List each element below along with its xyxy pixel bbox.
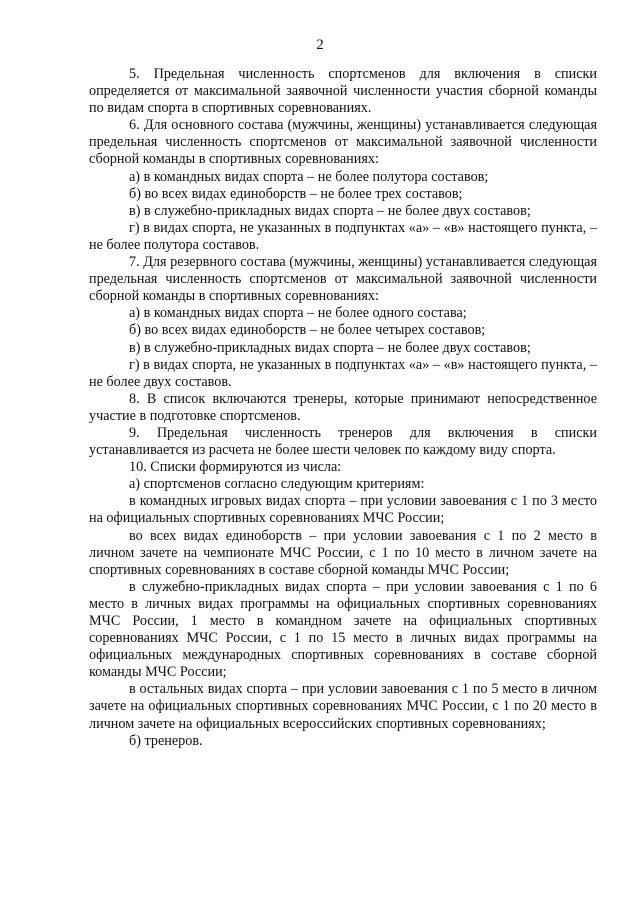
paragraph-6: 6. Для основного состава (мужчины, женщины) устанавливается следующая предельная численность спортсменов от максимальной заявочной численности сборной команды в спортивных соревнованиях: [89, 117, 597, 168]
paragraph-5: 5. Предельная численность спортсменов для включения в списки определяется от максимальной заявочной численности участия сборной команды по видам спорта в спортивных соревнованиях. [89, 66, 597, 117]
paragraph-7a: а) в командных видах спорта – не более одного состава; [129, 305, 467, 322]
document-body [89, 66, 597, 750]
paragraph-7g: г) в видах спорта, не указанных в подпунктах «а» – «в» настоящего пункта, – не более двух составов. [89, 356, 597, 390]
page-number: 2 [316, 37, 324, 53]
paragraph-10a-combat-sports: во всех видах единоборств – при условии завоевания с 1 по 2 место в личном зачете на чемпионате МЧС России, с 1 по 10 место в личном зачете на спортивных соревнованиях в составе сборной команды МЧС России; [89, 527, 597, 578]
paragraph-6g: г) в видах спорта, не указанных в подпунктах «а» – «в» настоящего пункта, – не более полутора составов. [89, 219, 597, 253]
paragraph-10: 10. Списки формируются из числа: [129, 459, 342, 476]
paragraph-6a: а) в командных видах спорта – не более полутора составов; [129, 168, 489, 185]
paragraph-10a-other-sports: в остальных видах спорта – при условии завоевания с 1 по 5 место в личном зачете на официальных спортивных соревнованиях МЧС России, с 1 по 20 место в личном зачете на официальных всероссийских спортивных соревнованиях; [89, 681, 597, 732]
paragraph-8: 8. В список включаются тренеры, которые принимают непосредственное участие в подготовке спортсменов. [89, 390, 597, 424]
paragraph-10a: а) спортсменов согласно следующим критериям: [129, 476, 425, 493]
paragraph-10a-applied-sports: в служебно-прикладных видах спорта – при условии завоевания с 1 по 6 место в личных видах программы на официальных спортивных соревнованиях МЧС России, 1 место в командном зачете на официальных спортивных соревнованиях МЧС России, с 1 по 15 место в личных видах программы на официальных международных спортивных соревнованиях в составе сборной команды МЧС России; [89, 578, 597, 681]
paragraph-9: 9. Предельная численность тренеров для включения в списки устанавливается из расчета не более шести человек по каждому виду спорта. [89, 424, 597, 459]
paragraph-10a-team-sports: в командных игровых видах спорта – при условии завоевания с 1 по 3 место на официальных спортивных соревнованиях МЧС России; [89, 493, 597, 527]
paragraph-7b: б) во всех видах единоборств – не более четырех составов; [129, 322, 486, 339]
paragraph-7: 7. Для резервного состава (мужчины, женщины) устанавливается следующая предельная численность спортсменов от максимальной заявочной численности сборной команды в спортивных соревнованиях: [89, 254, 597, 305]
paragraph-7v: в) в служебно-прикладных видах спорта – не более двух составов; [129, 339, 531, 356]
paragraph-6b: б) во всех видах единоборств – не более трех составов; [129, 185, 463, 202]
paragraph-6v: в) в служебно-прикладных видах спорта – не более двух составов; [129, 202, 531, 219]
paragraph-10b: б) тренеров. [129, 732, 203, 749]
